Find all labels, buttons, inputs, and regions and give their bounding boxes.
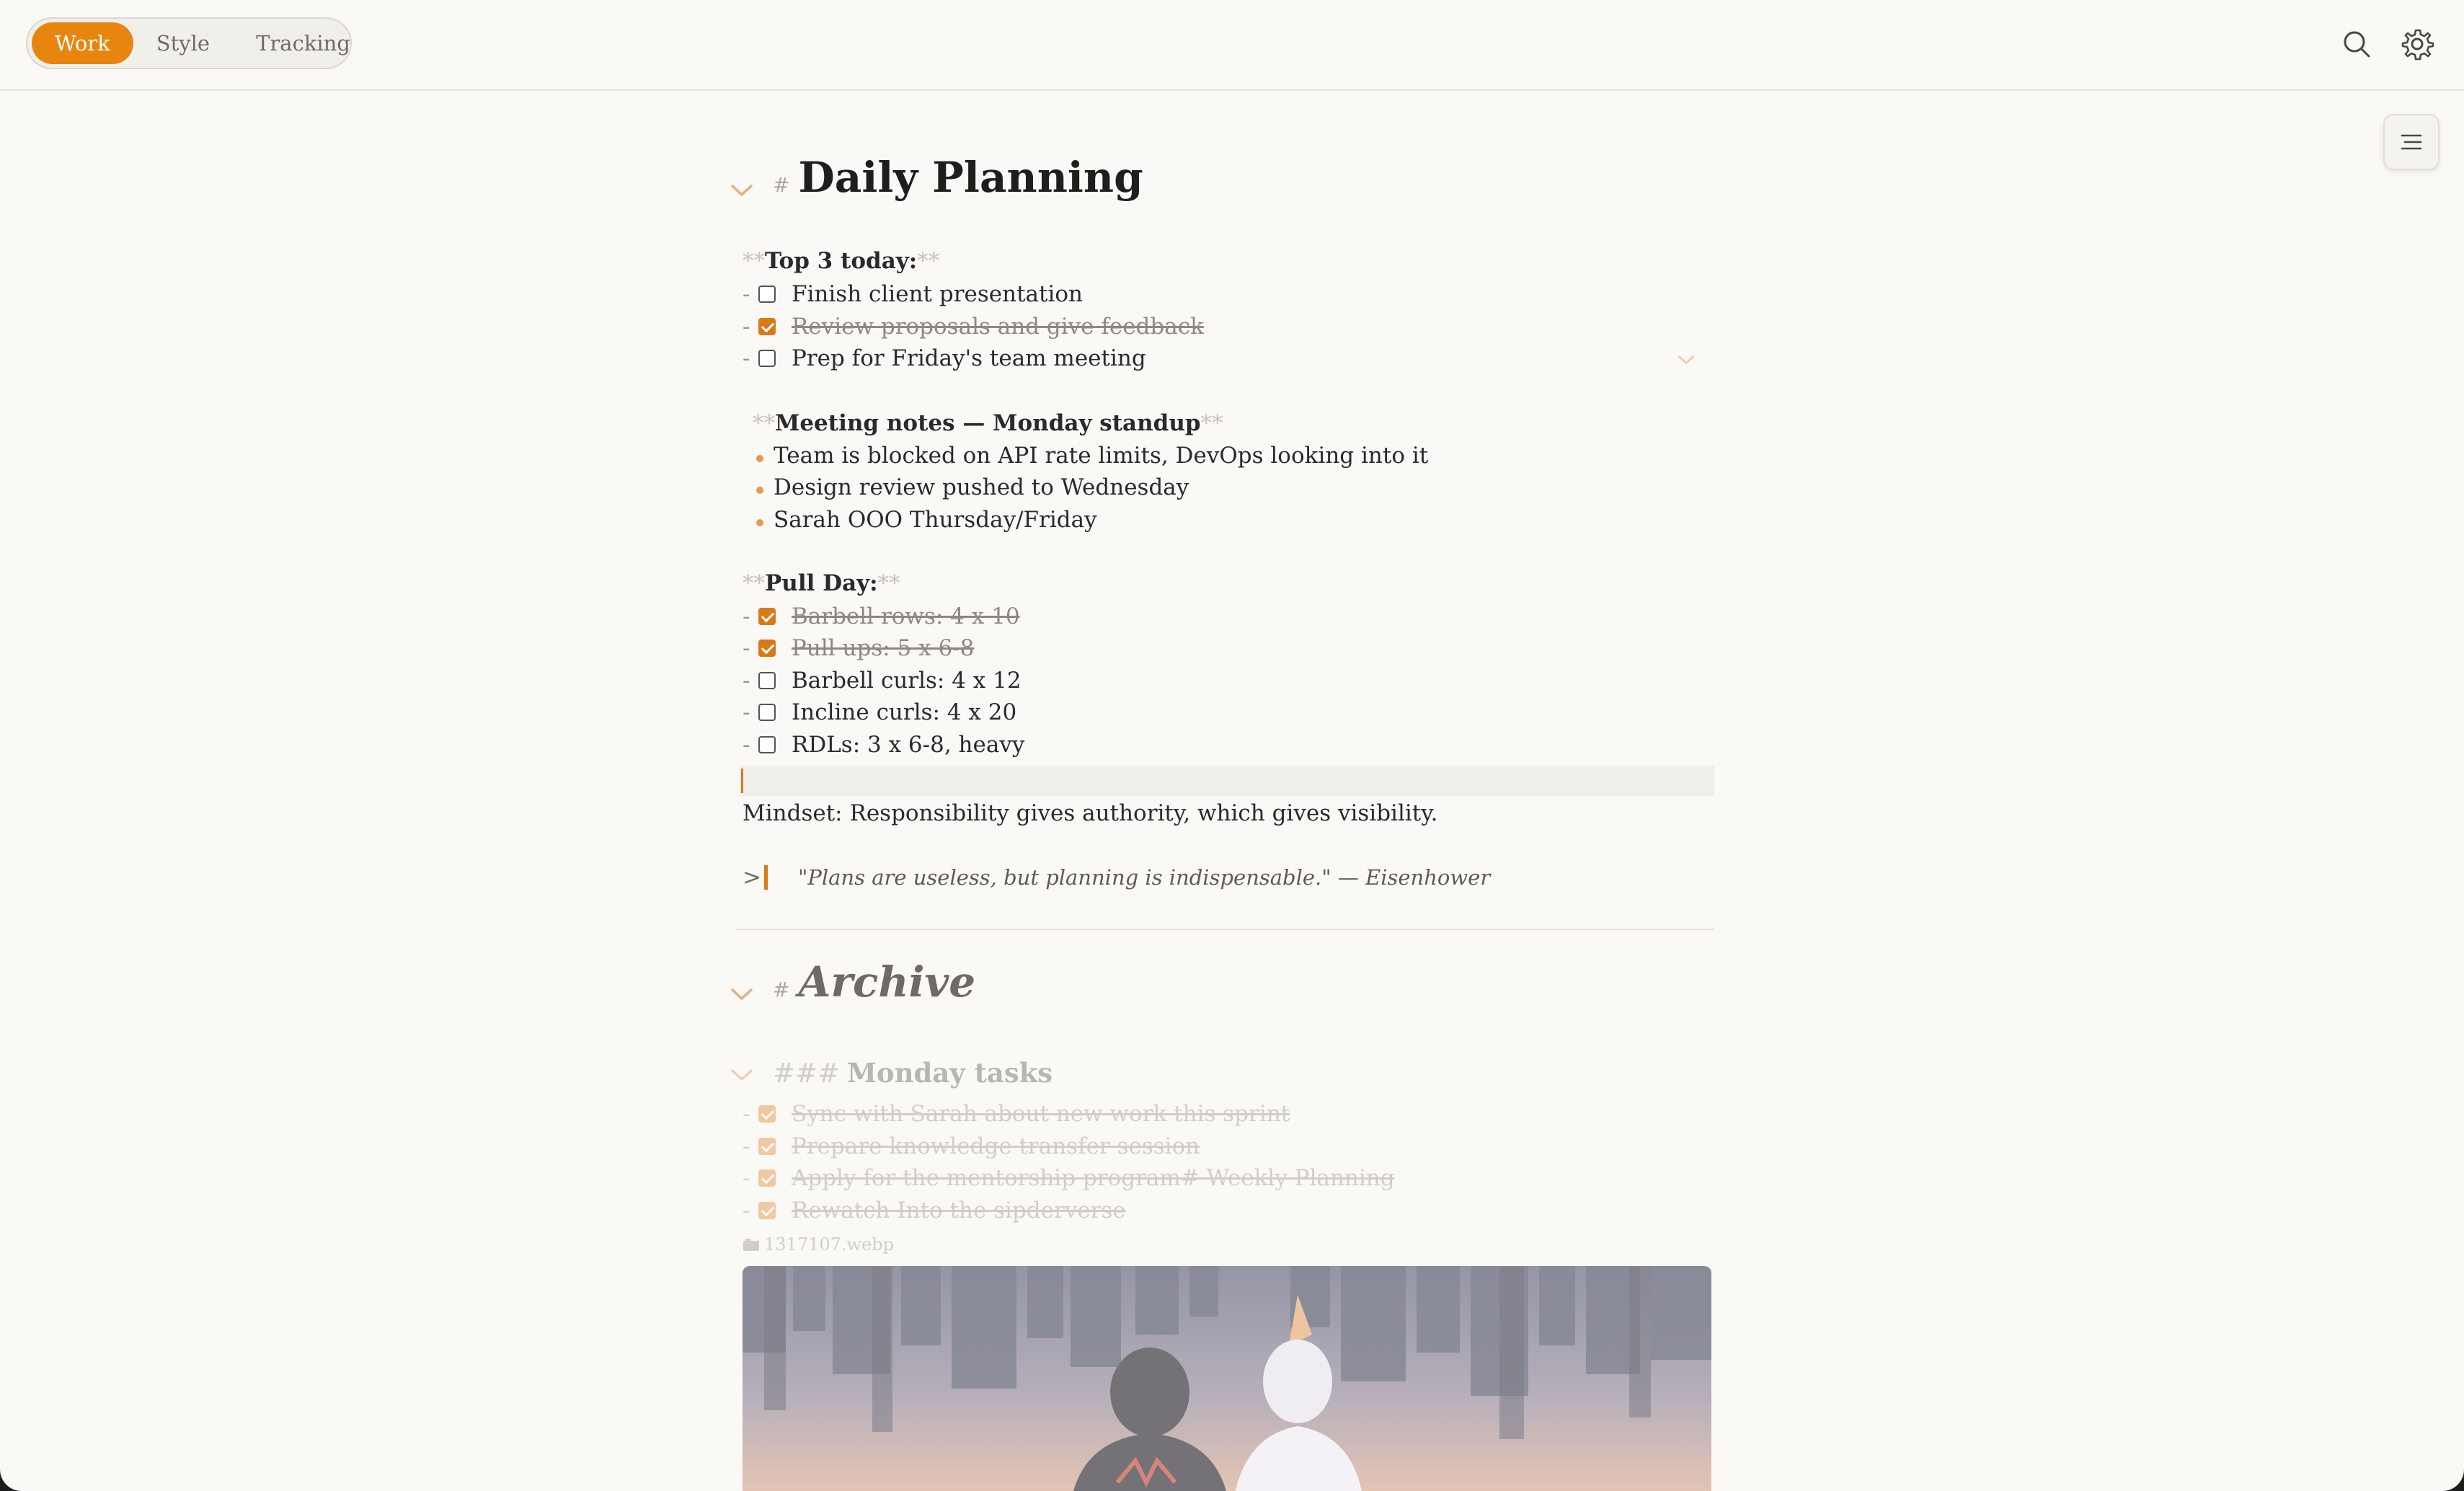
section-divider [735,929,1714,930]
collapse-chevron-icon[interactable] [730,986,754,1002]
image-caption: 1317107.webp [743,1234,894,1255]
mode-tabs [26,17,352,69]
heading-marker: # [773,173,790,197]
list-icon [2399,131,2424,153]
top3-heading: **Top 3 today:** [743,248,940,274]
bullet-dot [756,455,763,462]
active-editor-line[interactable] [740,766,1714,796]
archive-task-checkbox[interactable] [758,1202,776,1219]
bullet-text: Design review pushed to Wednesday [774,474,1189,500]
tab-work[interactable]: Work [32,22,133,64]
archive-task-checkbox[interactable] [758,1138,776,1155]
archive-task-checkbox[interactable] [758,1105,776,1123]
list-marker: - [743,345,750,371]
exercise-text: Incline curls: 4 x 20 [792,699,1017,725]
image-icon [743,1239,760,1252]
gear-icon[interactable] [2401,27,2434,61]
exercise-text-done: Barbell rows: 4 x 10 [792,603,1020,629]
list-marker: - [743,699,750,725]
tab-tracking[interactable]: Tracking [256,31,350,56]
exercise-checkbox[interactable] [758,672,776,689]
collapse-chevron-icon[interactable] [730,1067,754,1083]
task-checkbox-checked[interactable] [758,318,776,335]
quote-text: "Plans are useless, but planning is indispensable." — Eisenhower [798,865,1491,890]
list-marker: - [743,1198,750,1224]
archive-task-text: Rewatch Into the sipderverse [792,1198,1126,1224]
archive-task-text: Prepare knowledge transfer session [792,1133,1200,1159]
archive-task-text: Apply for the mentorship program# Weekly Planning [792,1165,1395,1191]
task-text: Prep for Friday's team meeting [792,345,1146,371]
search-icon[interactable] [2340,27,2373,61]
list-marker: - [743,1165,750,1191]
tab-style[interactable]: Style [156,31,210,56]
pull-day-heading: **Pull Day:** [743,570,900,596]
city-scene-image [743,1266,1711,1491]
archive-subheading: ### Monday tasks [773,1057,1053,1089]
exercise-checkbox[interactable] [758,736,776,753]
list-marker: - [743,281,750,307]
list-marker: - [743,732,750,758]
task-text-done: Review proposals and give feedback [792,314,1204,340]
exercise-checkbox-checked[interactable] [758,640,776,657]
quote-marker: > [743,864,761,890]
heading-marker: # [773,978,790,1001]
meeting-heading: **Meeting notes — Monday standup** [753,410,1223,436]
text-cursor [741,769,743,793]
archive-image[interactable] [743,1266,1711,1491]
collapse-chevron-icon[interactable] [730,182,754,198]
task-checkbox[interactable] [758,286,776,303]
bullet-text: Team is blocked on API rate limits, DevOps looking into it [774,443,1429,469]
task-text: Finish client presentation [792,281,1083,307]
exercise-text: Barbell curls: 4 x 12 [792,668,1022,694]
list-marker: - [743,1101,750,1127]
exercise-text: RDLs: 3 x 6-8, heavy [792,732,1025,758]
bullet-dot [756,519,763,526]
heading-text: Archive [798,957,976,1006]
list-marker: - [743,1133,750,1159]
archive-heading [773,957,975,1006]
outline-toggle-button[interactable] [2383,114,2439,170]
list-marker: - [743,635,750,661]
exercise-checkbox[interactable] [758,704,776,721]
exercise-text-done: Pull ups: 5 x 6-8 [792,635,975,661]
task-checkbox[interactable] [758,350,776,367]
list-marker: - [743,314,750,340]
exercise-checkbox-checked[interactable] [758,608,776,625]
page-title [773,153,1143,202]
list-marker: - [743,668,750,694]
bullet-dot [756,487,763,494]
archive-task-text: Sync with Sarah about new work this sprint [792,1101,1290,1127]
list-marker: - [743,603,750,629]
mindset-text: Mindset: Responsibility gives authority, which gives visibility. [743,800,1438,826]
heading-text: Daily Planning [798,153,1143,202]
bullet-text: Sarah OOO Thursday/Friday [774,507,1097,533]
top-bar [0,0,2464,91]
quote-bar [764,865,768,890]
collapse-chevron-icon[interactable] [1677,353,1696,366]
archive-task-checkbox[interactable] [758,1169,776,1187]
